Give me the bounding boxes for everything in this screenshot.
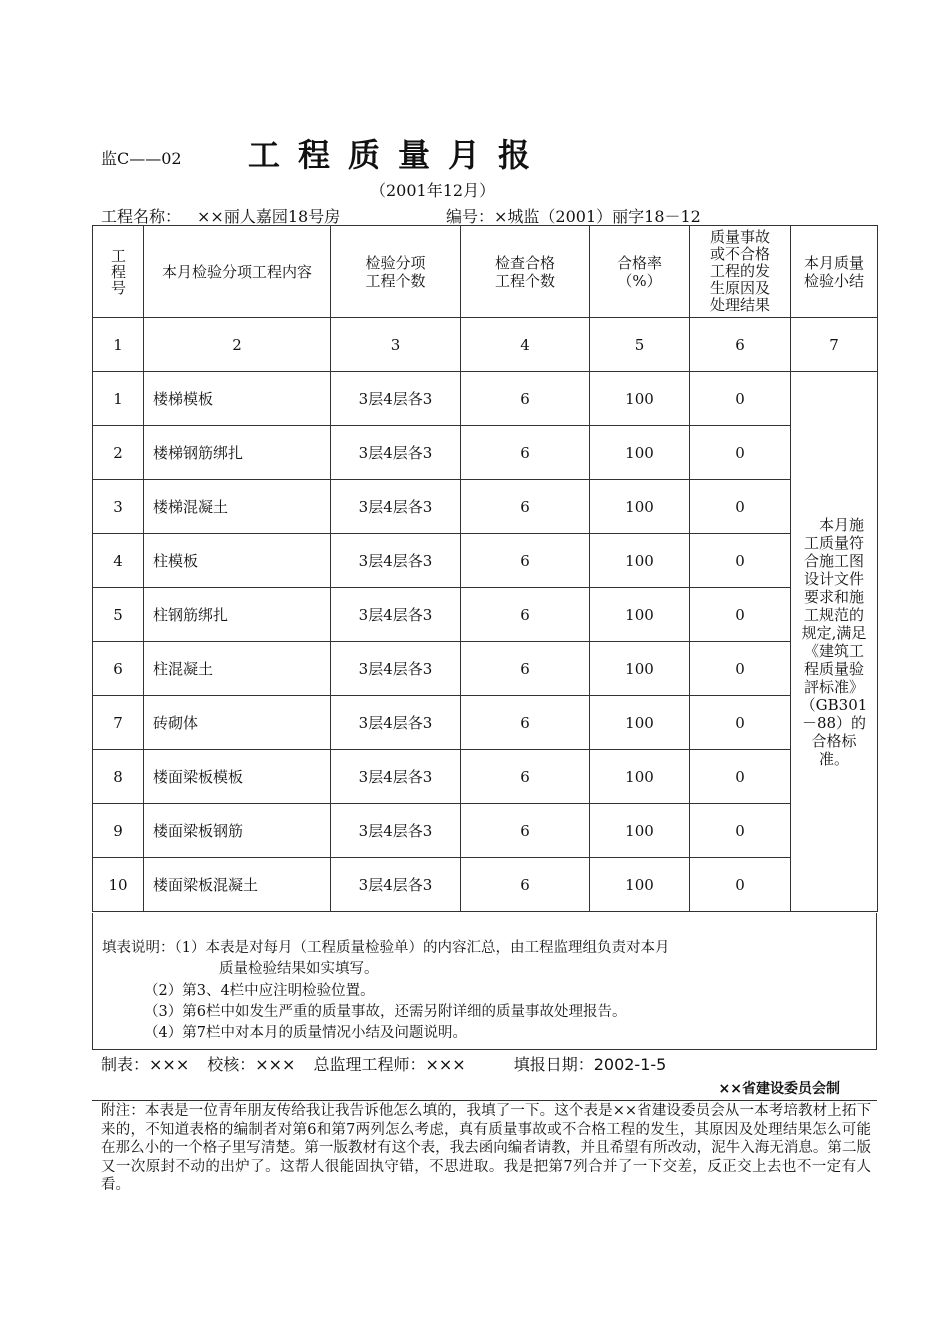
inspection-count: 3层4层各3 bbox=[331, 588, 461, 642]
passed-count: 6 bbox=[461, 858, 590, 912]
inspection-count: 3层4层各3 bbox=[331, 480, 461, 534]
passed-count: 6 bbox=[461, 426, 590, 480]
inspection-count: 3层4层各3 bbox=[331, 696, 461, 750]
maker: 制表：××× bbox=[101, 1055, 190, 1074]
monthly-summary: 本月施工质量符合施工图设计文件要求和施工规范的规定,满足《建筑工程质量验評标准》（GB301－88）的合格标准。 bbox=[791, 372, 878, 912]
page-title: 工程质量月报 bbox=[248, 136, 549, 174]
table-row bbox=[93, 696, 878, 750]
row-number: 4 bbox=[93, 534, 144, 588]
header-row bbox=[93, 226, 878, 318]
inspection-count: 3层4层各3 bbox=[331, 534, 461, 588]
row-number: 2 bbox=[93, 426, 144, 480]
passed-count: 6 bbox=[461, 642, 590, 696]
inspection-count: 3层4层各3 bbox=[331, 858, 461, 912]
header-cell: 质量事故 或不合格 工程的发 生原因及 处理结果 bbox=[690, 226, 791, 318]
inspection-count: 3层4层各3 bbox=[331, 642, 461, 696]
table-row bbox=[93, 642, 878, 696]
item-name: 楼梯模板 bbox=[144, 372, 331, 426]
pass-rate: 100 bbox=[590, 426, 690, 480]
accident-count: 0 bbox=[690, 696, 791, 750]
serial-value: ×城监（2001）丽字18－12 bbox=[494, 207, 701, 226]
item-name: 砖砌体 bbox=[144, 696, 331, 750]
note-line-4: （4）第7栏中对本月的质量情况小结及问题说明。 bbox=[144, 1025, 467, 1041]
passed-count: 6 bbox=[461, 372, 590, 426]
pass-rate: 100 bbox=[590, 804, 690, 858]
table-row bbox=[93, 588, 878, 642]
inspection-count: 3层4层各3 bbox=[331, 426, 461, 480]
pass-rate: 100 bbox=[590, 480, 690, 534]
passed-count: 6 bbox=[461, 696, 590, 750]
item-name: 柱模板 bbox=[144, 534, 331, 588]
table-row bbox=[93, 750, 878, 804]
column-number: 1 bbox=[93, 318, 144, 372]
project-label: 工程名称： bbox=[101, 207, 182, 226]
table-row bbox=[93, 426, 878, 480]
chief-engineer: 总监理工程师：××× bbox=[313, 1055, 466, 1074]
project-name: ××丽人嘉园18号房 bbox=[197, 207, 341, 226]
header-cell: 检查合格 工程个数 bbox=[461, 226, 590, 318]
remark-paragraph: 附注：本表是一位青年朋友传给我让我告诉他怎么填的，我填了一下。这个表是××省建设委员会从一本考培教材上拓下来的，不知道表格的编制者对第6和第7两列怎么考虑，真有质量事故或不合格工程的发生，其原因及处理结果怎么可能在那么小的一个格子里写清楚。第一版教材有这个表，我去函向编者请教，并且希望有所改动，泥牛入海无消息。第二版又一次原封不动的出炉了。这帮人很能固执守错，不思进取。我是把第7列合并了一下交差，反正交上去也不一定有人看。 bbox=[101, 1103, 871, 1193]
header-cell: 本月质量 检验小结 bbox=[791, 226, 878, 318]
note-line-3: （3）第6栏中如发生严重的质量事故，还需另附详细的质量事故处理报告。 bbox=[144, 1004, 627, 1020]
accident-count: 0 bbox=[690, 426, 791, 480]
item-name: 楼面梁板模板 bbox=[144, 750, 331, 804]
report-period: （2001年12月） bbox=[370, 181, 496, 200]
pass-rate: 100 bbox=[590, 642, 690, 696]
accident-count: 0 bbox=[690, 750, 791, 804]
signature-line bbox=[101, 1052, 684, 1075]
passed-count: 6 bbox=[461, 534, 590, 588]
row-number: 10 bbox=[93, 858, 144, 912]
accident-count: 0 bbox=[690, 642, 791, 696]
row-number: 1 bbox=[93, 372, 144, 426]
accident-count: 0 bbox=[690, 480, 791, 534]
fill-date: 填报日期：2002-1-5 bbox=[513, 1055, 667, 1074]
row-number: 5 bbox=[93, 588, 144, 642]
inspection-count: 3层4层各3 bbox=[331, 804, 461, 858]
serial-label: 编号： bbox=[446, 207, 495, 226]
item-name: 楼梯钢筋绑扎 bbox=[144, 426, 331, 480]
accident-count: 0 bbox=[690, 372, 791, 426]
item-name: 柱钢筋绑扎 bbox=[144, 588, 331, 642]
table-row bbox=[93, 534, 878, 588]
note-line-1: 填表说明：（1）本表是对每月（工程质量检验单）的内容汇总，由工程监理组负责对本月 bbox=[102, 940, 670, 956]
passed-count: 6 bbox=[461, 588, 590, 642]
table-row bbox=[93, 480, 878, 534]
fill-instructions bbox=[92, 913, 877, 1050]
passed-count: 6 bbox=[461, 750, 590, 804]
row-number: 3 bbox=[93, 480, 144, 534]
column-number: 5 bbox=[590, 318, 690, 372]
item-name: 楼面梁板混凝土 bbox=[144, 858, 331, 912]
row-number: 8 bbox=[93, 750, 144, 804]
inspection-count: 3层4层各3 bbox=[331, 372, 461, 426]
header-cell: 工程号 bbox=[93, 226, 144, 318]
header-cell: 本月检验分项工程内容 bbox=[144, 226, 331, 318]
note-line-1-cont: 质量检验结果如实填写。 bbox=[219, 961, 379, 977]
column-number: 6 bbox=[690, 318, 791, 372]
pass-rate: 100 bbox=[590, 858, 690, 912]
table-row bbox=[93, 372, 878, 426]
form-code: 监C——02 bbox=[101, 149, 182, 168]
row-number: 6 bbox=[93, 642, 144, 696]
passed-count: 6 bbox=[461, 480, 590, 534]
pass-rate: 100 bbox=[590, 696, 690, 750]
accident-count: 0 bbox=[690, 534, 791, 588]
project-name-line bbox=[101, 204, 340, 227]
column-number: 4 bbox=[461, 318, 590, 372]
column-number-row bbox=[93, 318, 878, 372]
accident-count: 0 bbox=[690, 588, 791, 642]
note-line-2: （2）第3、4栏中应注明检验位置。 bbox=[144, 983, 375, 999]
serial-number-line bbox=[446, 204, 701, 227]
pass-rate: 100 bbox=[590, 534, 690, 588]
column-number: 3 bbox=[331, 318, 461, 372]
accident-count: 0 bbox=[690, 804, 791, 858]
header-cell: 合格率 （%） bbox=[590, 226, 690, 318]
checker: 校核：××× bbox=[207, 1055, 296, 1074]
item-name: 楼梯混凝土 bbox=[144, 480, 331, 534]
item-name: 柱混凝土 bbox=[144, 642, 331, 696]
quality-table bbox=[92, 225, 878, 912]
pass-rate: 100 bbox=[590, 372, 690, 426]
pass-rate: 100 bbox=[590, 588, 690, 642]
row-number: 7 bbox=[93, 696, 144, 750]
header-cell: 检验分项 工程个数 bbox=[331, 226, 461, 318]
issuing-org: ××省建设委员会制 bbox=[718, 1081, 840, 1097]
inspection-count: 3层4层各3 bbox=[331, 750, 461, 804]
column-number: 7 bbox=[791, 318, 878, 372]
row-number: 9 bbox=[93, 804, 144, 858]
table-row bbox=[93, 804, 878, 858]
item-name: 楼面梁板钢筋 bbox=[144, 804, 331, 858]
passed-count: 6 bbox=[461, 804, 590, 858]
accident-count: 0 bbox=[690, 858, 791, 912]
divider bbox=[92, 1100, 877, 1101]
table-row bbox=[93, 858, 878, 912]
column-number: 2 bbox=[144, 318, 331, 372]
pass-rate: 100 bbox=[590, 750, 690, 804]
